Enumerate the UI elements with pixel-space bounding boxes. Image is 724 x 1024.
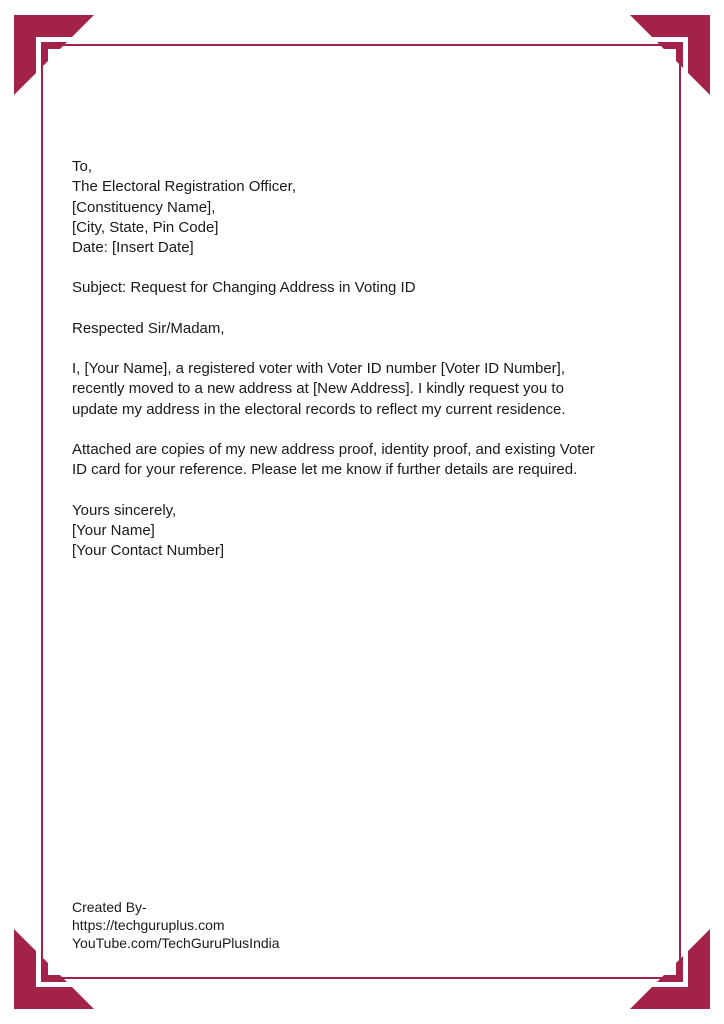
paragraph-2-line-1: Attached are copies of my new address proof, identity proof, and existing Voter (72, 440, 595, 458)
body-paragraph-1 (72, 359, 662, 420)
corner-ornament-top-right (616, 15, 710, 109)
created-by-label: Created By- (72, 899, 147, 915)
paragraph-1-line-1: I, [Your Name], a registered voter with Voter ID number [Voter ID Number], (72, 360, 565, 378)
sender-name: [Your Name] (72, 521, 155, 539)
body-paragraph-2 (72, 440, 662, 481)
letter-body (72, 157, 662, 581)
paragraph-1-line-2: recently moved to a new address at [New Address]. I kindly request you to (72, 380, 564, 398)
recipient-constituency: [Constituency Name], (72, 198, 216, 216)
youtube-link[interactable]: YouTube.com/TechGuruPlusIndia (72, 935, 280, 951)
sender-contact: [Your Contact Number] (72, 542, 225, 560)
credits-footer (72, 898, 280, 952)
subject-text: Subject: Request for Changing Address in Voting ID (72, 279, 416, 297)
paragraph-1-line-3: update my address in the electoral records to reflect my current residence. (72, 400, 566, 418)
recipient-city: [City, State, Pin Code] (72, 218, 219, 236)
closing (72, 501, 662, 562)
sign-off: Yours sincerely, (72, 501, 177, 519)
salutation (72, 319, 662, 339)
website-link[interactable]: https://techguruplus.com (72, 917, 225, 933)
subject-line (72, 278, 662, 298)
letter-date: Date: [Insert Date] (72, 239, 194, 257)
recipient-to: To, (72, 158, 93, 175)
paragraph-2-line-2: ID card for your reference. Please let me know if further details are required. (72, 461, 578, 479)
corner-ornament-top-left (14, 15, 108, 109)
recipient-officer: The Electoral Registration Officer, (72, 178, 296, 196)
salutation-text: Respected Sir/Madam, (72, 319, 225, 337)
recipient-address (72, 157, 662, 258)
corner-ornament-bottom-right (616, 915, 710, 1009)
